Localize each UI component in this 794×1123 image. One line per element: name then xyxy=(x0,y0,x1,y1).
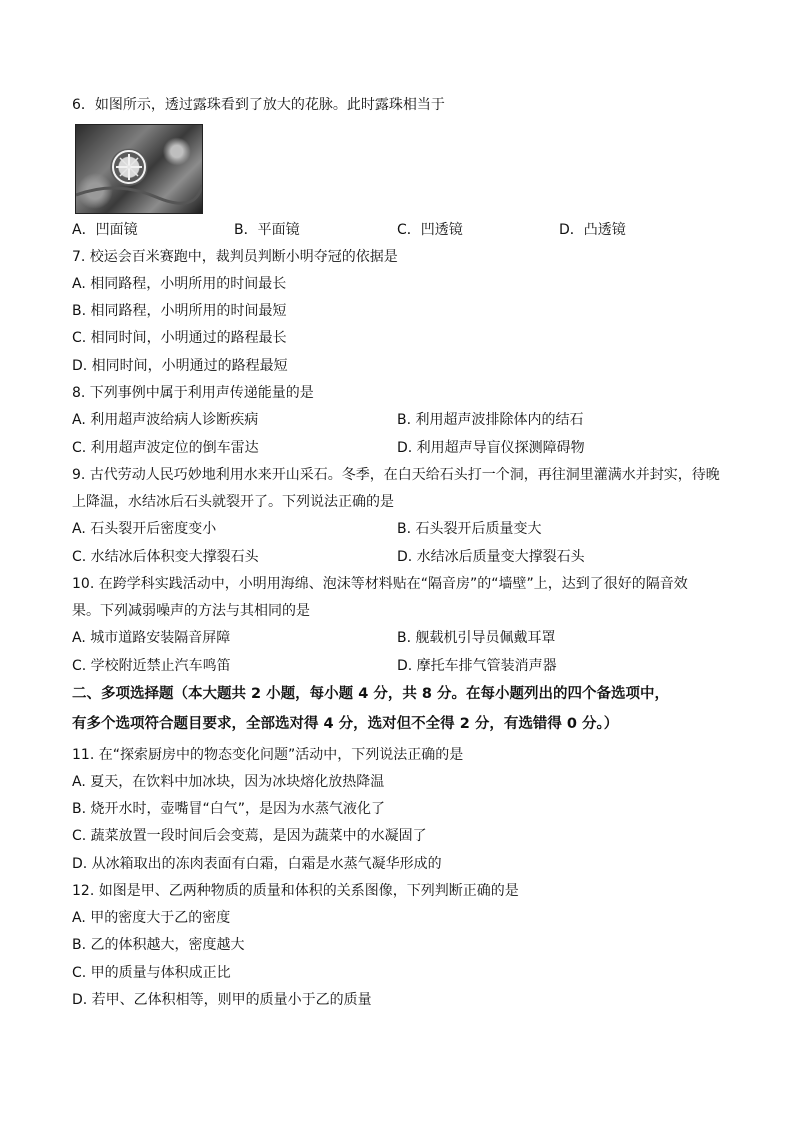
q7-option-b: B. 相同路程，小明所用的时间最短 xyxy=(72,303,287,319)
q12-stem: 12. 如图是甲、乙两种物质的质量和体积的关系图像，下列判断正确的是 xyxy=(72,883,519,899)
q6-stem: 6．如图所示，透过露珠看到了放大的花脉。此时露珠相当于 xyxy=(72,97,445,113)
q7-option-c: C. 相同时间，小明通过的路程最长 xyxy=(72,330,287,346)
q10-option-c: C. 学校附近禁止汽车鸣笛 xyxy=(72,658,231,674)
dewdrop-photo xyxy=(75,124,203,214)
q11-option-c: C. 蔬菜放置一段时间后会变蔫，是因为蔬菜中的水凝固了 xyxy=(72,828,427,844)
q9-stem-line1: 9. 古代劳动人民巧妙地利用水来开山采石。冬季，在白天给石头打一个洞，再往洞里灌满水并封实，待晚 xyxy=(72,467,720,483)
q11-stem: 11. 在“探索厨房中的物态变化问题”活动中，下列说法正确的是 xyxy=(72,747,464,763)
q9-option-a: A. 石头裂开后密度变小 xyxy=(72,521,217,537)
q12-option-d: D. 若甲、乙体积相等，则甲的质量小于乙的质量 xyxy=(72,992,372,1008)
q8-option-a: A. 利用超声波给病人诊断疾病 xyxy=(72,412,259,428)
q10-stem-line2: 果。下列减弱噪声的方法与其相同的是 xyxy=(72,603,310,619)
section2-heading-line1: 二、多项选择题（本大题共 2 小题，每小题 4 分，共 8 分。在每小题列出的四个备选项中， xyxy=(72,686,670,702)
q8-stem: 8. 下列事例中属于利用声传递能量的是 xyxy=(72,385,314,401)
q9-stem-line2: 上降温，水结冰后石头就裂开了。下列说法正确的是 xyxy=(72,494,394,510)
section2-heading-line2: 有多个选项符合题目要求，全部选对得 4 分，选对但不全得 2 分，有选错得 0 分。） xyxy=(72,716,619,732)
q11-option-d: D. 从冰箱取出的冻肉表面有白霜，白霜是水蒸气凝华形成的 xyxy=(72,856,442,872)
q10-option-d: D. 摩托车排气管装消声器 xyxy=(397,658,557,674)
q10-option-b: B. 舰载机引导员佩戴耳罩 xyxy=(397,630,556,646)
dewdrop-leaf-vein-icon xyxy=(76,125,202,213)
q12-option-a: A. 甲的密度大于乙的密度 xyxy=(72,910,231,926)
q6-option-a: A．凹面镜 xyxy=(72,222,138,238)
q12-option-c: C. 甲的质量与体积成正比 xyxy=(72,965,231,981)
q8-option-b: B. 利用超声波排除体内的结石 xyxy=(397,412,584,428)
q12-option-b: B. 乙的体积越大，密度越大 xyxy=(72,937,245,953)
q7-option-a: A. 相同路程，小明所用的时间最长 xyxy=(72,276,287,292)
q11-option-b: B. 烧开水时，壶嘴冒“白气”，是因为水蒸气液化了 xyxy=(72,801,386,817)
q10-stem-line1: 10. 在跨学科实践活动中，小明用海绵、泡沫等材料贴在“隔音房”的“墙壁”上，达到了很好的隔音效 xyxy=(72,576,688,592)
q8-option-c: C. 利用超声波定位的倒车雷达 xyxy=(72,440,259,456)
q9-option-b: B. 石头裂开后质量变大 xyxy=(397,521,542,537)
q9-option-c: C. 水结冰后体积变大撑裂石头 xyxy=(72,549,259,565)
q7-option-d: D. 相同时间，小明通过的路程最短 xyxy=(72,358,288,374)
q9-option-d: D. 水结冰后质量变大撑裂石头 xyxy=(397,549,585,565)
q6-option-d: D．凸透镜 xyxy=(559,222,626,238)
q7-stem: 7. 校运会百米赛跑中，裁判员判断小明夺冠的依据是 xyxy=(72,249,398,265)
q11-option-a: A. 夏天，在饮料中加冰块，因为冰块熔化放热降温 xyxy=(72,774,385,790)
q8-option-d: D. 利用超声导盲仪探测障碍物 xyxy=(397,440,585,456)
q6-option-c: C．凹透镜 xyxy=(397,222,463,238)
q6-option-b: B．平面镜 xyxy=(234,222,300,238)
q10-option-a: A. 城市道路安装隔音屏障 xyxy=(72,630,231,646)
